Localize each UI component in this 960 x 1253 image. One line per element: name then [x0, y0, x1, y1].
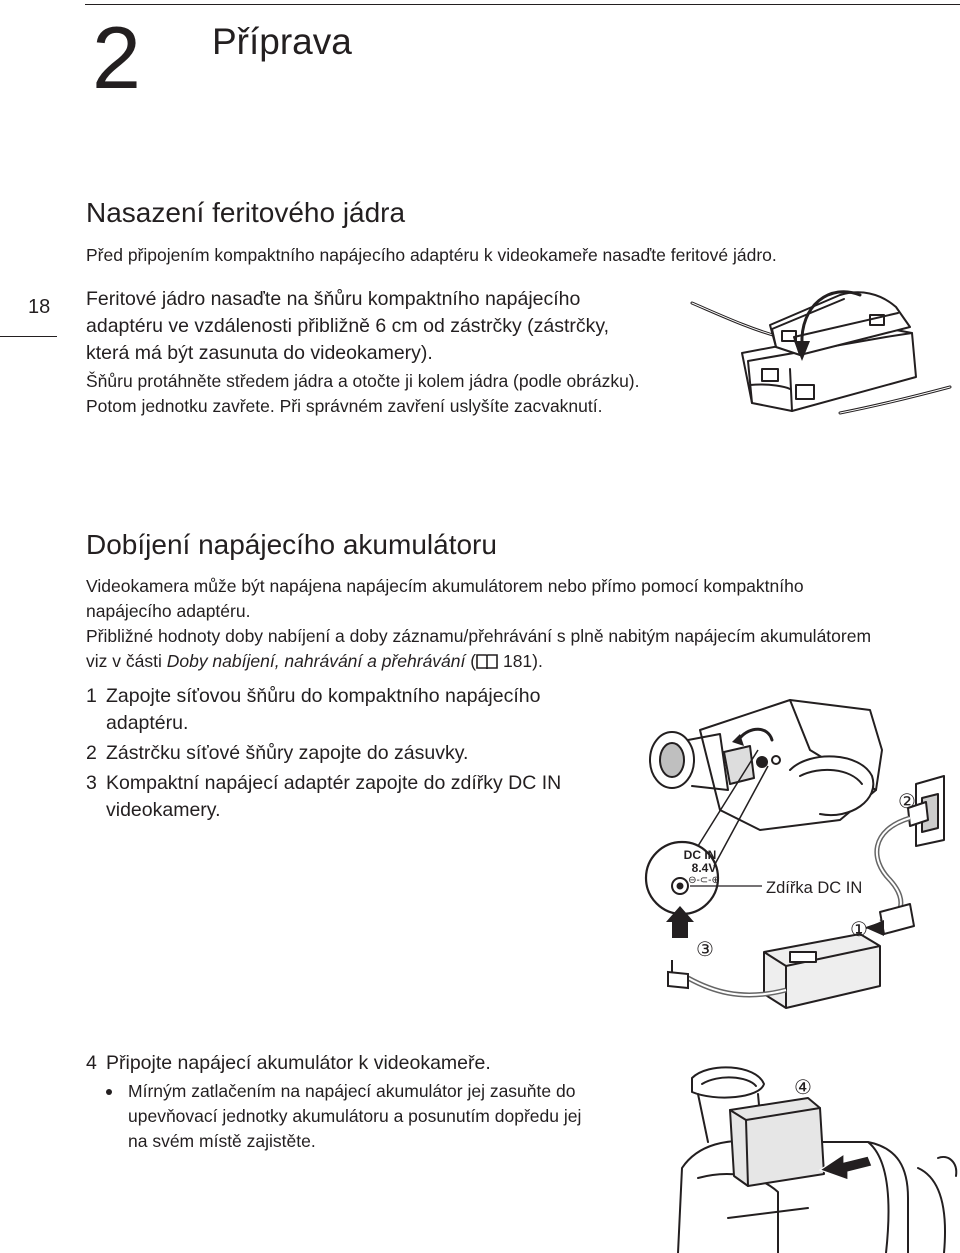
bullet-icon: [106, 1089, 112, 1095]
charging-connection-illustration: [640, 690, 952, 1040]
page-number-rule: [0, 336, 57, 337]
top-rule: [85, 4, 960, 5]
step-number: 1: [86, 685, 97, 707]
step-4: 4 Připojte napájecí akumulátor k videokameře.: [86, 1050, 686, 1077]
callout-1: ①: [850, 919, 868, 941]
page-number: 18: [28, 296, 51, 318]
reference-title: Doby nabíjení, nahrávání a přehrávání: [166, 651, 466, 671]
step-number: 2: [86, 742, 97, 764]
charging-intro-line: napájecího adaptéru.: [86, 601, 251, 621]
chapter-title: Příprava: [212, 21, 352, 62]
ferrite-line: která má být zasunuta do videokamery).: [86, 342, 433, 364]
jack-label-dc-in: DC IN: [683, 848, 717, 862]
ferrite-instructions: [86, 286, 686, 419]
step-2: 2 Zástrčku síťové šňůry zapojte do zásuvky.: [86, 740, 646, 767]
callout-4: ④: [794, 1077, 812, 1099]
ferrite-intro: Před připojením kompaktního napájecího adaptéru k videokameře nasaďte feritové jádro.: [86, 245, 777, 265]
step-3: 3 Kompaktní napájecí adaptér zapojte do zdířky DC IN videokamery.: [86, 772, 562, 821]
dc-in-label: Zdířka DC IN: [766, 879, 863, 897]
charging-times-line: Přibližné hodnoty doby nabíjení a doby záznamu/přehrávání s plně nabitým napájecím akumulátorem: [86, 626, 872, 646]
ferrite-line: adaptéru ve vzdálenosti přibližně 6 cm od zástrčky (zástrčky,: [86, 315, 610, 337]
chapter-number: 2: [92, 8, 141, 107]
step-number: 4: [86, 1052, 97, 1074]
ferrite-core-illustration: [690, 285, 952, 435]
charging-intro-line: Videokamera může být napájena napájecím akumulátorem nebo přímo pomocí kompaktního: [86, 576, 804, 596]
ferrite-line: Feritové jádro nasaďte na šňůru kompaktního napájecího: [86, 288, 581, 310]
charging-times-reference: viz v části Doby nabíjení, nahrávání a přehrávání ( 181).: [86, 651, 543, 671]
section-heading-charging: Dobíjení napájecího akumulátoru: [86, 529, 497, 560]
callout-2: ②: [898, 791, 916, 813]
callout-3: ③: [696, 939, 714, 961]
step-4-bullet: Mírným zatlačením na napájecí akumulátor jej zasuňte do upevňovací jednotky akumulátoru a posunutím dopředu jej na svém místě zajistěte.: [104, 1079, 644, 1154]
ferrite-line: Potom jednotku zavřete. Při správném zavření uslyšíte zacvaknutí.: [86, 396, 603, 416]
battery-attach-illustration: [668, 1058, 960, 1253]
ferrite-line: Šňůru protáhněte středem jádra a otočte ji kolem jádra (podle obrázku).: [86, 371, 640, 391]
book-icon: [476, 652, 498, 670]
charging-intro: [86, 574, 956, 674]
step-number: 3: [86, 772, 97, 794]
step-1: 1 Zapojte síťovou šňůru do kompaktního napájecího adaptéru.: [86, 685, 541, 734]
jack-polarity: ⊖-⊂-⊕: [688, 875, 720, 886]
steps-list: [86, 683, 646, 824]
section-heading-ferrite: Nasazení feritového jádra: [86, 197, 406, 228]
jack-label-voltage: 8.4V: [691, 861, 717, 875]
